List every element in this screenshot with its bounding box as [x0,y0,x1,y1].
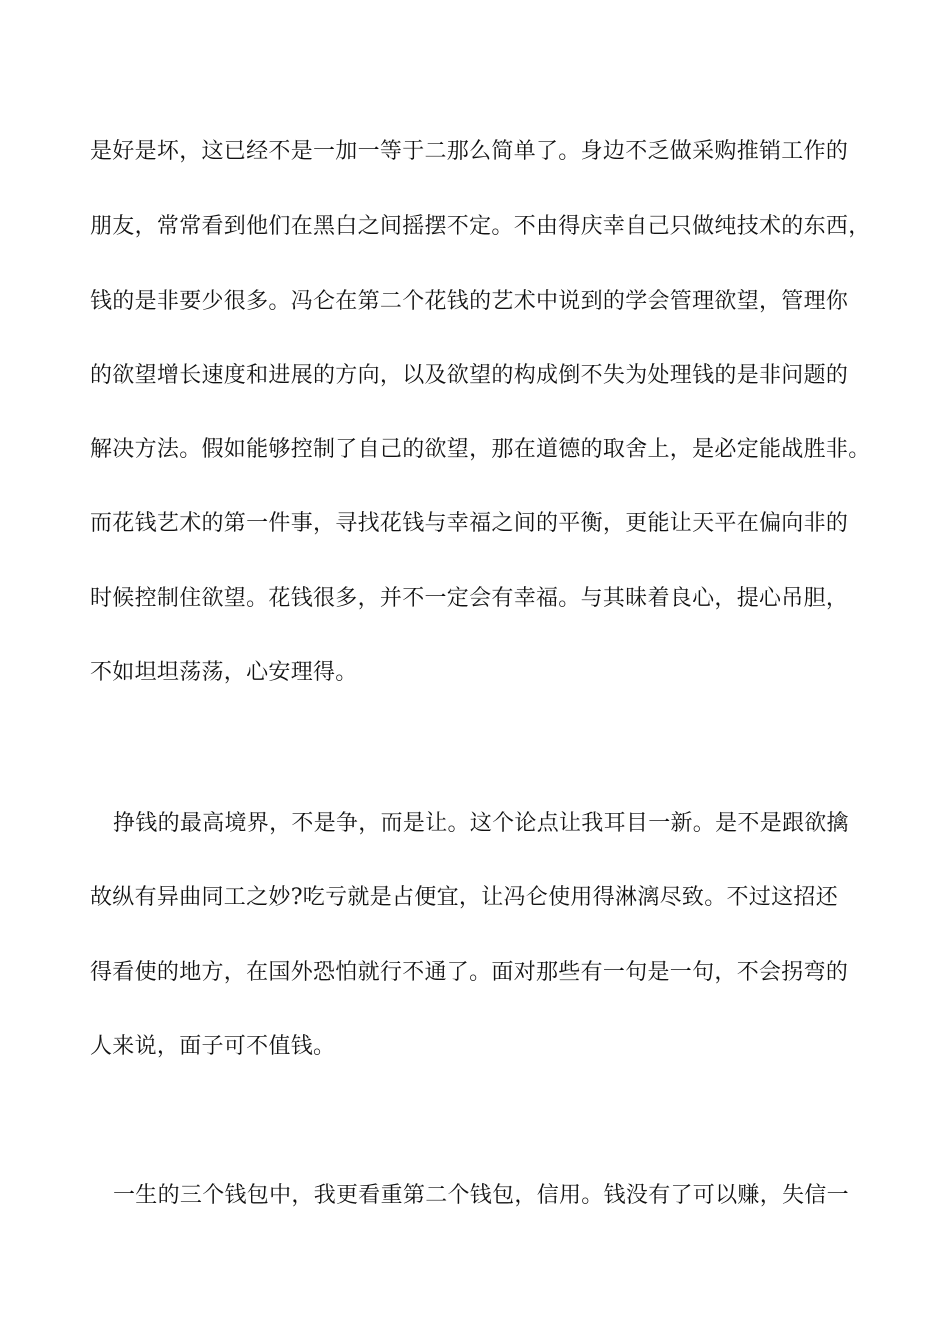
paragraph-1-line-3: 钱的是非要少很多。冯仑在第二个花钱的艺术中说到的学会管理欲望，管理你 [90,289,849,314]
paragraph-2-line-3: 得看使的地方，在国外恐怕就行不通了。面对那些有一句是一句，不会拐弯的 [90,960,849,985]
paragraph-2-line-4: 人来说，面子可不值钱。 [90,1034,336,1059]
paragraph-1-line-1: 是好是坏，这已经不是一加一等于二那么简单了。身边不乏做采购推销工作的 [90,139,849,164]
paragraph-2-line-2: 故纵有异曲同工之妙?吃亏就是占便宜，让冯仑使用得淋漓尽致。不过这招还 [90,885,838,910]
paragraph-1-line-4: 的欲望增长速度和进展的方向，以及欲望的构成倒不失为处理钱的是非问题的 [90,363,849,388]
paragraph-1-line-6: 而花钱艺术的第一件事，寻找花钱与幸福之间的平衡，更能让天平在偏向非的 [90,511,849,536]
paragraph-3-line-1: 一生的三个钱包中，我更看重第二个钱包，信用。钱没有了可以赚，失信一 [113,1183,849,1208]
paragraph-1-line-7: 时候控制住欲望。花钱很多，并不一定会有幸福。与其昧着良心，提心吊胆， [90,586,849,611]
paragraph-1-line-8: 不如坦坦荡荡，心安理得。 [90,660,358,685]
paragraph-2-line-1: 挣钱的最高境界，不是争，而是让。这个论点让我耳目一新。是不是跟欲擒 [113,811,849,836]
paragraph-1-line-2: 朋友，常常看到他们在黑白之间摇摆不定。不由得庆幸自己只做纯技术的东西， [90,214,871,239]
paragraph-1-line-5: 解决方法。假如能够控制了自己的欲望，那在道德的取舍上，是必定能战胜非。 [90,437,871,462]
